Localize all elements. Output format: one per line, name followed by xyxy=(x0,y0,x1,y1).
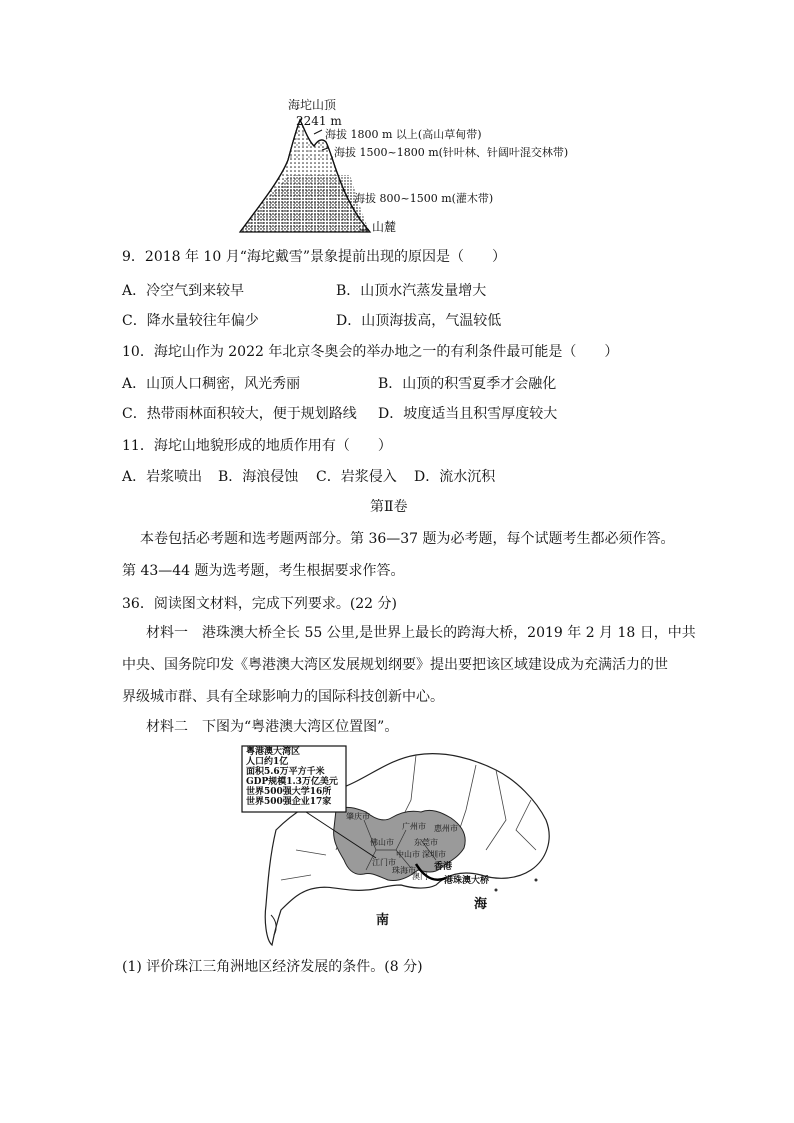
q11-option-b: B．海浪侵蚀 xyxy=(218,469,299,485)
material1-line2: 中央、国务院印发《粤港澳大湾区发展规划纲要》提出要把该区域建设成为充满活力的世 xyxy=(122,657,668,673)
q9-option-b: B．山顶水汽蒸发量增大 xyxy=(336,283,487,299)
mountain-diagram xyxy=(230,90,590,240)
city-macao: 澳门 xyxy=(412,872,428,881)
q36-stem: 36．阅读图文材料，完成下列要求。(22 分) xyxy=(122,596,398,612)
q9-option-d: D．山顶海拔高，气温较低 xyxy=(336,313,502,329)
q11-option-d: D．流水沉积 xyxy=(414,469,496,485)
zone-label-coniferous-forest: 海拔 1500~1800 m(针叶林、针阔叶混交林带) xyxy=(334,146,569,159)
bridge-label: 港珠澳大桥 xyxy=(444,876,490,886)
material2-caption: 材料二 下图为“粤港澳大湾区位置图”。 xyxy=(146,719,399,735)
section-title: 第Ⅱ卷 xyxy=(370,499,408,515)
info-box-title: 粤港澳大湾区 xyxy=(246,747,301,757)
city-guangzhou: 广州市 xyxy=(402,822,426,831)
bay-area-map xyxy=(236,740,576,950)
city-zhongshan: 中山市 xyxy=(396,850,420,859)
info-box-population: 人口约1亿 xyxy=(246,757,289,767)
q10-option-b: B．山顶的积雪夏季才会融化 xyxy=(378,376,557,392)
city-jiangmen: 江门市 xyxy=(372,858,396,867)
sea-label-sea: 海 xyxy=(474,897,488,912)
q11-option-c: C．岩浆侵入 xyxy=(316,469,397,485)
q10-stem: 10．海坨山作为 2022 年北京冬奥会的举办地之一的有利条件最可能是（ ） xyxy=(122,344,619,360)
city-foshan: 佛山市 xyxy=(370,838,394,847)
city-hongkong: 香港 xyxy=(434,862,453,872)
info-box-enterprises: 世界500强企业17家 xyxy=(246,797,332,807)
q36-subquestion-1: (1) 评价珠江三角洲地区经济发展的条件。(8 分) xyxy=(122,959,423,975)
mountain-base-label: 山麓 xyxy=(372,220,397,234)
material1-line3: 界级城市群、具有全球影响力的国际科技创新中心。 xyxy=(122,689,444,705)
q9-stem: 9．2018 年 10 月“海坨戴雪”景象提前出现的原因是（ ） xyxy=(122,249,507,265)
zone-label-shrub: 海拔 800~1500 m(灌木带) xyxy=(354,192,494,205)
city-zhuhai: 珠海市 xyxy=(392,866,416,875)
sea-label-south: 南 xyxy=(376,913,390,928)
q9-option-a: A．冷空气到来较早 xyxy=(122,283,245,299)
info-box-area: 面积5.6万平方千米 xyxy=(246,767,325,777)
q10-option-d: D．坡度适当且积雪厚度较大 xyxy=(378,406,558,422)
q11-stem: 11．海坨山地貌形成的地质作用有（ ） xyxy=(122,438,392,454)
peak-name: 海坨山顶 xyxy=(288,98,337,112)
peak-elevation: 2241 m xyxy=(296,114,342,128)
q11-option-a: A．岩浆喷出 xyxy=(122,469,203,485)
info-box-gdp: GDP规模1.3万亿美元 xyxy=(246,777,338,787)
q10-option-a: A．山顶人口稠密，风光秀丽 xyxy=(122,376,301,392)
city-shenzhen: 深圳市 xyxy=(422,850,446,859)
q10-option-c: C．热带雨林面积较大，便于规划路线 xyxy=(122,406,357,422)
city-dongguan: 东莞市 xyxy=(414,838,438,847)
info-box-universities: 世界500强大学16所 xyxy=(246,787,332,797)
mountain-figure xyxy=(230,90,590,240)
section-intro-line2: 第 43—44 题为选考题，考生根据要求作答。 xyxy=(122,563,405,579)
city-huizhou: 惠州市 xyxy=(434,824,458,833)
zone-label-alpine-meadow: 海拔 1800 m 以上(高山草甸带) xyxy=(325,128,482,141)
material1-line1: 材料一 港珠澳大桥全长 55 公里,是世界上最长的跨海大桥，2019 年 2 月 18 日，中共 xyxy=(146,625,696,641)
section-intro-line1: 本卷包括必考题和选考题两部分。第 36—37 题为必考题，每个试题考生都必须作答。 xyxy=(140,531,675,547)
q9-option-c: C．降水量较往年偏少 xyxy=(122,313,259,329)
city-zhaoqing: 肇庆市 xyxy=(346,812,370,821)
